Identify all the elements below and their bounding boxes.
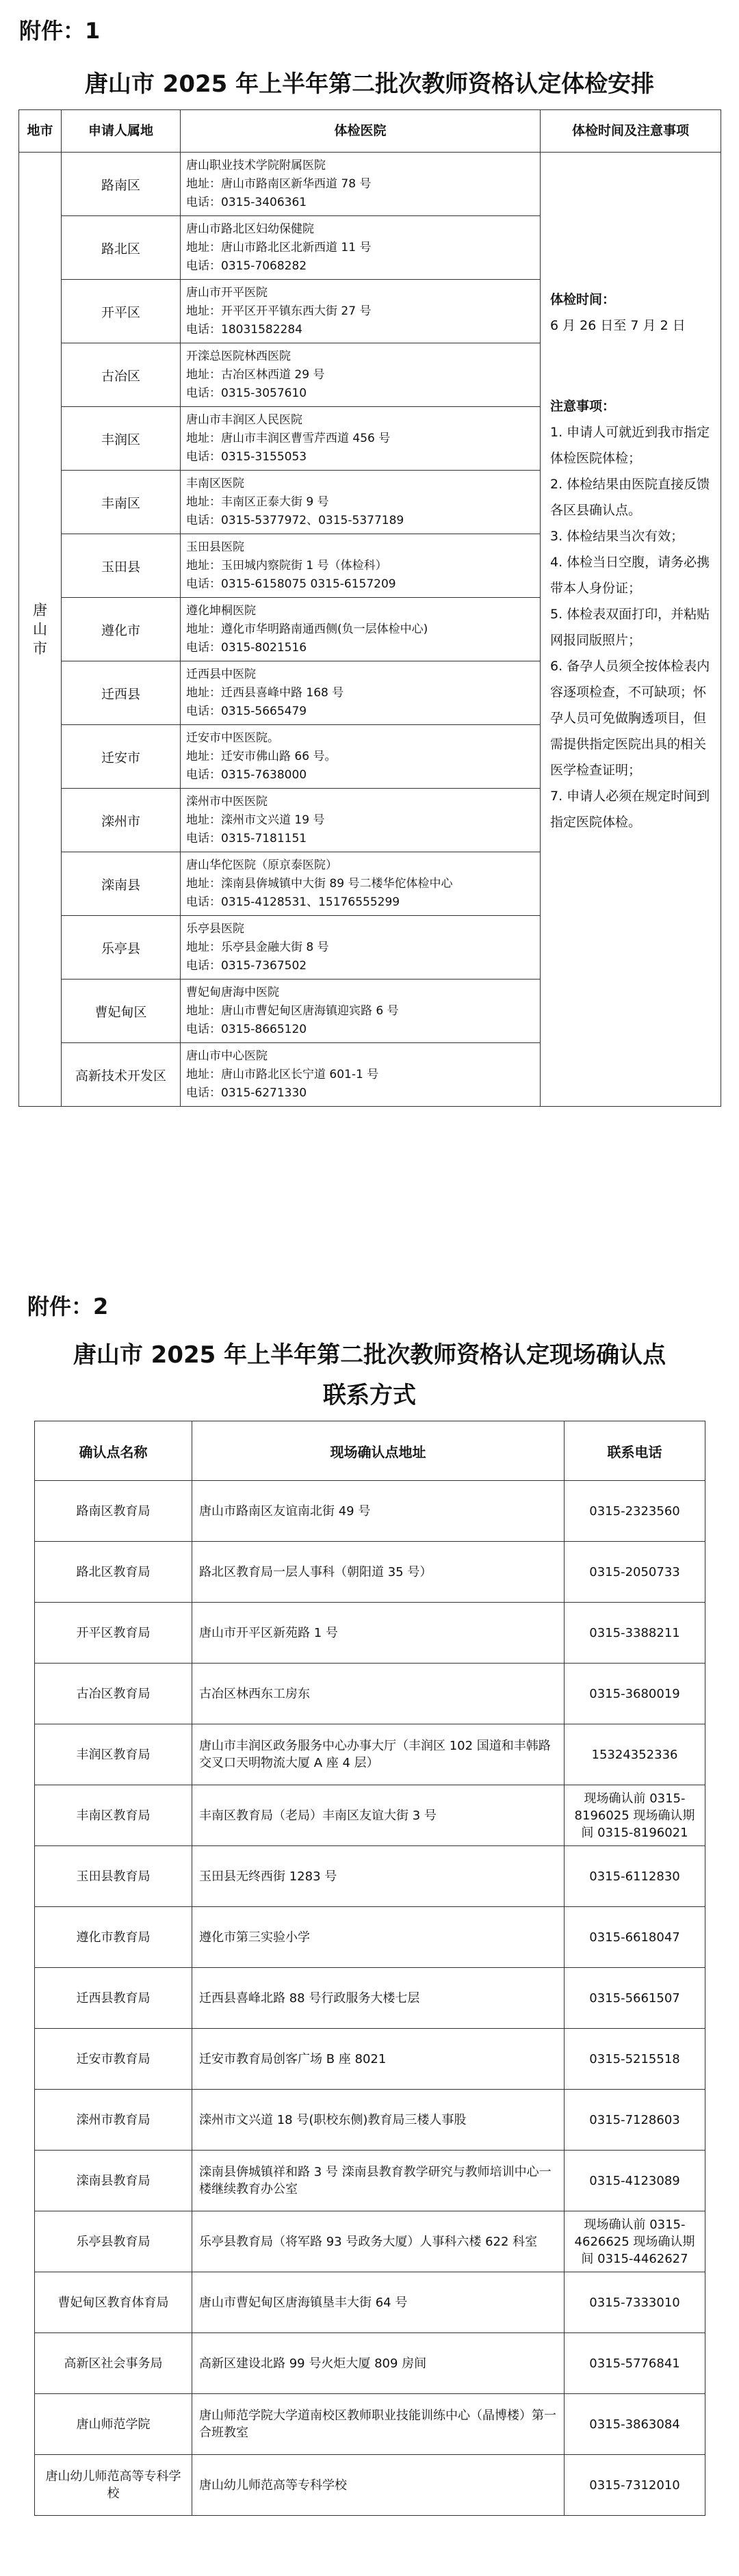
hospital-cell: [181, 598, 541, 661]
header-district: 申请人属地: [62, 110, 181, 153]
site-phone-cell: 现场确认前 0315-4626625 现场确认期间 0315-4462627: [565, 2211, 705, 2272]
district-cell: 开平区: [62, 280, 181, 343]
exam-notes-cell: [541, 153, 721, 1107]
hospital-cell: [181, 280, 541, 343]
hospital-line: 地址：古冶区林西道 29 号: [186, 367, 325, 382]
hospital-line: 电话：0315-6158075 0315-6157209: [186, 577, 396, 591]
hospital-line: 地址：迁安市佛山路 66 号。: [186, 749, 337, 763]
site-name-cell: 乐亭县教育局: [35, 2211, 192, 2272]
site-address-cell: 唐山市路南区友谊南北街 49 号: [192, 1481, 565, 1542]
site-phone-cell: 现场确认前 0315-8196025 现场确认期间 0315-8196021: [565, 1785, 705, 1846]
hospital-line: 地址：乐亭县金融大街 8 号: [186, 940, 329, 954]
site-phone-cell: 0315-3680019: [565, 1664, 705, 1724]
hospital-cell: [181, 153, 541, 216]
contact-row: [35, 2394, 705, 2455]
hospital-line: 电话：0315-7181151: [186, 831, 307, 845]
site-name-cell: 曹妃甸区教育体育局: [35, 2272, 192, 2333]
hospital-cell: [181, 471, 541, 534]
annex1-label: 附件：1: [19, 18, 101, 44]
site-address-cell: 路北区教育局一层人事科（朝阳道 35 号）: [192, 1542, 565, 1603]
hospital-line: 唐山市丰润区人民医院: [186, 412, 302, 427]
site-address-cell: 高新区建设北路 99 号火炬大厦 809 房间: [192, 2333, 565, 2394]
hospital-line: 地址：唐山市路北区长宁道 601-1 号: [186, 1067, 379, 1081]
hospital-line: 电话：0315-3057610: [186, 386, 307, 400]
site-phone-cell: 0315-5215518: [565, 2029, 705, 2090]
contact-row: [35, 1785, 705, 1846]
site-phone-cell: 0315-3863084: [565, 2394, 705, 2455]
site-address-cell: 滦州市文兴道 18 号(职校东侧)教育局三楼人事股: [192, 2090, 565, 2151]
district-cell: 丰南区: [62, 471, 181, 534]
annex2-title-line1: 唐山市 2025 年上半年第二批次教师资格认定现场确认点: [73, 1341, 666, 1369]
contact-row: [35, 2029, 705, 2090]
hospital-line: 电话：0315-4128531、15176555299: [186, 895, 400, 909]
contact-row: [35, 1664, 705, 1724]
hospital-line: 地址：丰南区正泰大街 9 号: [186, 495, 329, 509]
hospital-line: 电话：0315-8665120: [186, 1022, 307, 1036]
contact-row: [35, 1481, 705, 1542]
hospital-cell: [181, 980, 541, 1043]
site-phone-cell: 0315-6112830: [565, 1846, 705, 1907]
notes-label: 注意事项：: [550, 399, 616, 414]
hospital-line: 地址：唐山市路南区新华西道 78 号: [186, 176, 372, 191]
district-cell: 路南区: [62, 153, 181, 216]
contact-row: [35, 2090, 705, 2151]
site-address-cell: 遵化市第三实验小学: [192, 1907, 565, 1968]
hospital-line: 地址：滦南县倴城镇中大街 89 号二楼华佗体检中心: [186, 876, 453, 891]
district-cell: 乐亭县: [62, 916, 181, 980]
contact-row: [35, 1603, 705, 1664]
note-item: 1. 申请人可就近到我市指定体检医院体检；: [550, 425, 710, 466]
hospital-line: 丰南区医院: [186, 476, 244, 490]
hospital-line: 电话：0315-8021516: [186, 640, 307, 655]
hospital-line: 玉田县医院: [186, 540, 244, 554]
site-address-cell: 唐山市曹妃甸区唐海镇垦丰大街 64 号: [192, 2272, 565, 2333]
hospital-cell: [181, 916, 541, 980]
hospital-line: 地址：唐山市曹妃甸区唐海镇迎宾路 6 号: [186, 1003, 399, 1018]
site-phone-cell: 0315-7128603: [565, 2090, 705, 2151]
hospital-cell: [181, 216, 541, 280]
site-address-cell: 迁西县喜峰北路 88 号行政服务大楼七层: [192, 1968, 565, 2029]
hospital-line: 地址：唐山市路北区北新西道 11 号: [186, 240, 372, 254]
hospital-line: 电话：0315-5377972、0315-5377189: [186, 513, 404, 527]
hospital-line: 电话：0315-7638000: [186, 767, 307, 782]
hospital-cell: [181, 661, 541, 725]
site-address-cell: 丰南区教育局（老局）丰南区友谊大街 3 号: [192, 1785, 565, 1846]
contact-row: [35, 1968, 705, 2029]
site-name-cell: 路北区教育局: [35, 1542, 192, 1603]
hospital-line: 电话：18031582284: [186, 322, 302, 337]
hospital-line: 电话：0315-6271330: [186, 1086, 307, 1100]
hospital-line: 唐山市中心医院: [186, 1049, 268, 1063]
contact-row: [35, 2455, 705, 2516]
district-cell: 玉田县: [62, 534, 181, 598]
site-address-cell: 乐亭县教育局（将军路 93 号政务大厦）人事科六楼 622 科室: [192, 2211, 565, 2272]
spacer-mid: [550, 339, 711, 393]
site-address-cell: 古冶区林西东工房东: [192, 1664, 565, 1724]
hospital-line: 开滦总医院林西医院: [186, 349, 291, 363]
exam-schedule-table: [18, 109, 721, 1107]
district-cell: 古冶区: [62, 343, 181, 407]
site-address-cell: 玉田县无终西街 1283 号: [192, 1846, 565, 1907]
site-name-cell: 古冶区教育局: [35, 1664, 192, 1724]
contact-row: [35, 2272, 705, 2333]
hospital-line: 地址：遵化市华明路南通西侧(负一层体检中心): [186, 622, 428, 636]
site-name-cell: 高新区社会事务局: [35, 2333, 192, 2394]
hospital-line: 地址：开平区开平镇东西大街 27 号: [186, 304, 372, 318]
district-cell: 迁西县: [62, 661, 181, 725]
contact-row: [35, 1542, 705, 1603]
exam-time-value: 6 月 26 日至 7 月 2 日: [550, 318, 686, 333]
header-time-notes: 体检时间及注意事项: [541, 110, 721, 153]
district-cell: 滦南县: [62, 852, 181, 916]
hospital-line: 迁安市中医医院。: [186, 731, 279, 745]
hospital-cell: [181, 852, 541, 916]
site-address-cell: 唐山市开平区新苑路 1 号: [192, 1603, 565, 1664]
hospital-line: 电话：0315-7068282: [186, 259, 307, 273]
spacer-top: [550, 157, 711, 287]
site-name-cell: 路南区教育局: [35, 1481, 192, 1542]
site-name-cell: 开平区教育局: [35, 1603, 192, 1664]
contact-row: [35, 2151, 705, 2211]
site-address-cell: 唐山市丰润区政务服务中心办事大厅（丰润区 102 国道和丰韩路交叉口天明物流大厦 A 座 4 层）: [192, 1724, 565, 1785]
site-name-cell: 迁西县教育局: [35, 1968, 192, 2029]
site-phone-cell: 0315-2323560: [565, 1481, 705, 1542]
header-hospital: 体检医院: [181, 110, 541, 153]
city-cell: [19, 153, 62, 1107]
site-name-cell: 唐山师范学院: [35, 2394, 192, 2455]
hospital-line: 滦州市中医医院: [186, 794, 268, 809]
district-cell: 滦州市: [62, 789, 181, 852]
hospital-line: 曹妃甸唐海中医院: [186, 985, 279, 999]
hospital-line: 地址：唐山市丰润区曹雪芹西道 456 号: [186, 431, 391, 445]
city-name: 唐山市: [32, 602, 47, 657]
site-phone-cell: 0315-6618047: [565, 1907, 705, 1968]
hospital-cell: [181, 789, 541, 852]
site-address-cell: 滦南县倴城镇祥和路 3 号 滦南县教育教学研究与教师培训中心一楼继续教育办公室: [192, 2151, 565, 2211]
site-address-cell: 唐山幼儿师范高等专科学校: [192, 2455, 565, 2516]
district-cell: 迁安市: [62, 725, 181, 789]
header-phone: 联系电话: [565, 1421, 705, 1481]
hospital-cell: [181, 343, 541, 407]
site-name-cell: 唐山幼儿师范高等专科学校: [35, 2455, 192, 2516]
site-phone-cell: 0315-5661507: [565, 1968, 705, 2029]
site-name-cell: 滦州市教育局: [35, 2090, 192, 2151]
hospital-line: 乐亭县医院: [186, 921, 244, 936]
note-item: 6. 备孕人员须全按体检表内容逐项检查，不可缺项；怀孕人员可免做胸透项目，但需提供指定医院出具的相关医学检查证明；: [550, 659, 710, 778]
hospital-cell: [181, 407, 541, 471]
exam-time-label: 体检时间：: [550, 292, 616, 307]
note-item: 3. 体检结果当次有效；: [550, 529, 684, 544]
hospital-line: 遵化坤桐医院: [186, 603, 256, 618]
hospital-line: 地址：滦州市文兴道 19 号: [186, 813, 325, 827]
site-name-cell: 丰南区教育局: [35, 1785, 192, 1846]
hospital-line: 唐山华佗医院（原京泰医院）: [186, 858, 337, 872]
contact-row: [35, 1724, 705, 1785]
site-phone-cell: 0315-7312010: [565, 2455, 705, 2516]
site-phone-cell: 0315-7333010: [565, 2272, 705, 2333]
hospital-cell: [181, 725, 541, 789]
site-name-cell: 滦南县教育局: [35, 2151, 192, 2211]
site-address-cell: 唐山师范学院大学道南校区教师职业技能训练中心（晶博楼）第一合班教室: [192, 2394, 565, 2455]
hospital-cell: [181, 534, 541, 598]
site-phone-cell: 0315-2050733: [565, 1542, 705, 1603]
annex2-label: 附件：2: [27, 1293, 109, 1319]
hospital-line: 唐山职业技术学院附属医院: [186, 158, 326, 172]
site-name-cell: 迁安市教育局: [35, 2029, 192, 2090]
annex2-title-line2: 联系方式: [323, 1382, 416, 1409]
hospital-line: 唐山市开平医院: [186, 285, 268, 300]
site-phone-cell: 15324352336: [565, 1724, 705, 1785]
site-name-cell: 遵化市教育局: [35, 1907, 192, 1968]
hospital-line: 电话：0315-3155053: [186, 449, 307, 464]
confirmation-contacts-table: [34, 1421, 705, 2516]
district-cell: 路北区: [62, 216, 181, 280]
hospital-cell: [181, 1043, 541, 1107]
note-item: 4. 体检当日空腹，请务必携带本人身份证；: [550, 555, 710, 596]
annex1-title: 唐山市 2025 年上半年第二批次教师资格认定体检安排: [84, 70, 655, 98]
district-cell: 遵化市: [62, 598, 181, 661]
district-cell: 高新技术开发区: [62, 1043, 181, 1107]
site-phone-cell: 0315-5776841: [565, 2333, 705, 2394]
hospital-line: 电话：0315-3406361: [186, 195, 307, 209]
contacts-header-row: [35, 1421, 705, 1481]
hospital-line: 地址：迁西县喜峰中路 168 号: [186, 685, 344, 700]
contact-row: [35, 1907, 705, 1968]
contact-row: [35, 2211, 705, 2272]
hospital-line: 电话：0315-7367502: [186, 958, 307, 973]
district-cell: 曹妃甸区: [62, 980, 181, 1043]
site-phone-cell: 0315-3388211: [565, 1603, 705, 1664]
site-address-cell: 迁安市教育局创客广场 B 座 8021: [192, 2029, 565, 2090]
note-item: 2. 体检结果由医院直接反馈各区县确认点。: [550, 477, 710, 518]
note-item: 7. 申请人必须在规定时间到指定医院体检。: [550, 789, 710, 830]
note-item: 5. 体检表双面打印，并粘贴网报同版照片；: [550, 607, 710, 648]
site-name-cell: 丰润区教育局: [35, 1724, 192, 1785]
hospital-line: 唐山市路北区妇幼保健院: [186, 222, 314, 236]
contact-row: [35, 2333, 705, 2394]
hospital-line: 电话：0315-5665479: [186, 704, 307, 718]
hospital-row: [19, 153, 721, 216]
hospital-line: 地址：玉田城内察院街 1 号（体检科）: [186, 558, 387, 573]
site-name-cell: 玉田县教育局: [35, 1846, 192, 1907]
hospital-line: 迁西县中医院: [186, 667, 256, 681]
district-cell: 丰润区: [62, 407, 181, 471]
header-city: 地市: [19, 110, 62, 153]
exam-schedule-header-row: [19, 110, 721, 153]
header-site-address: 现场确认点地址: [192, 1421, 565, 1481]
site-phone-cell: 0315-4123089: [565, 2151, 705, 2211]
contact-row: [35, 1846, 705, 1907]
header-site-name: 确认点名称: [35, 1421, 192, 1481]
